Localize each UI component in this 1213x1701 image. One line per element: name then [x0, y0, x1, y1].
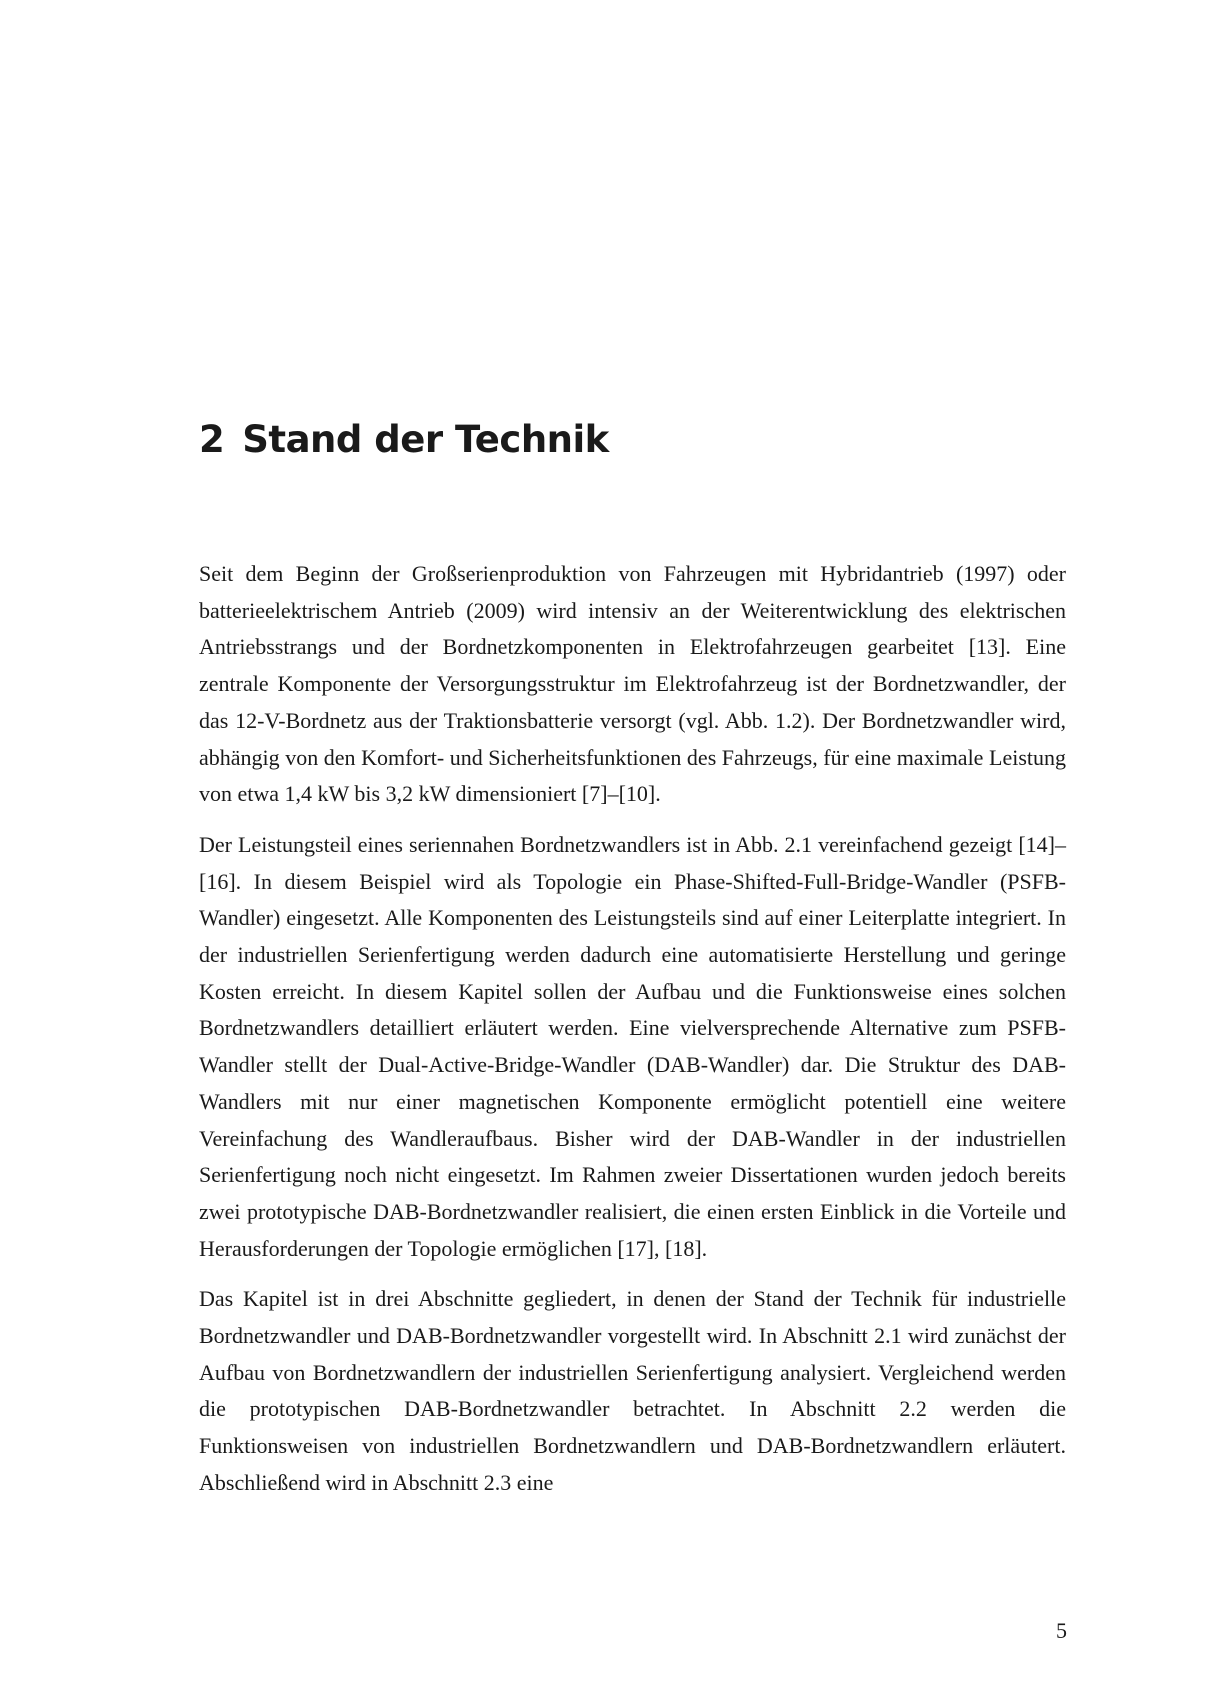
body-text [199, 556, 1066, 1516]
chapter-title: Stand der Technik [242, 418, 609, 461]
chapter-number: 2 [199, 418, 225, 461]
paragraph: Das Kapitel ist in drei Abschnitte gegliedert, in denen der Stand der Technik für industrielle Bordnetzwandler und DAB-Bordnetzwandler vorgestellt wird. In Abschnitt 2.1 wird zunächst der Aufbau von Bordnetzwandlern der industriellen Serienfertigung analysiert. Vergleichend werden die prototypischen DAB-Bordnetzwandler betrachtet. In Abschnitt 2.2 werden die Funktionsweisen von industriellen Bordnetzwandlern und DAB-Bordnetzwandlern erläutert. Abschließend wird in Abschnitt 2.3 eine [199, 1286, 1066, 1495]
page-number: 5 [1056, 1618, 1067, 1643]
paragraph: Seit dem Beginn der Großserienproduktion von Fahrzeugen mit Hybridantrieb (1997) oder batterieelektrischem Antrieb (2009) wird intensiv an der Weiterentwicklung des elektrischen Antriebsstrangs und der Bordnetzkomponenten in Elektrofahrzeugen gearbeitet [13]. Eine zentrale Komponente der Versorgungsstruktur im Elektrofahrzeug ist der Bordnetzwandler, der das 12-V-Bordnetz aus der Traktionsbatterie versorgt (vgl. Abb. 1.2). Der Bordnetzwandler wird, abhängig von den Komfort- und Sicherheitsfunktionen des Fahrzeugs, für eine maximale Leistung von etwa 1,4 kW bis 3,2 kW dimensioniert [7]–[10]. [199, 561, 1066, 807]
chapter-heading [199, 416, 609, 464]
paragraph: Der Leistungsteil eines seriennahen Bordnetzwandlers ist in Abb. 2.1 vereinfachend gezeigt [14]–[16]. In diesem Beispiel wird als Topologie ein Phase-Shifted-Full-Bridge-Wandler (PSFB-Wandler) eingesetzt. Alle Komponenten des Leistungsteils sind auf einer Leiterplatte integriert. In der industriellen Serienfertigung werden dadurch eine automatisierte Herstellung und geringe Kosten erreicht. In diesem Kapitel sollen der Aufbau und die Funktionsweise eines solchen Bordnetzwandlers detailliert erläutert werden. Eine vielversprechende Alternative zum PSFB-Wandler stellt der Dual-Active-Bridge-Wandler (DAB-Wandler) dar. Die Struktur des DAB-Wandlers mit nur einer magnetischen Komponente ermöglicht potentiell eine weitere Vereinfachung des Wandleraufbaus. Bisher wird der DAB-Wandler in der industriellen Serienfertigung noch nicht eingesetzt. Im Rahmen zweier Dissertationen wurden jedoch bereits zwei prototypische DAB-Bordnetzwandler realisiert, die einen ersten Einblick in die Vorteile und Herausforderungen der Topologie ermöglichen [17], [18]. [199, 831, 1066, 1261]
